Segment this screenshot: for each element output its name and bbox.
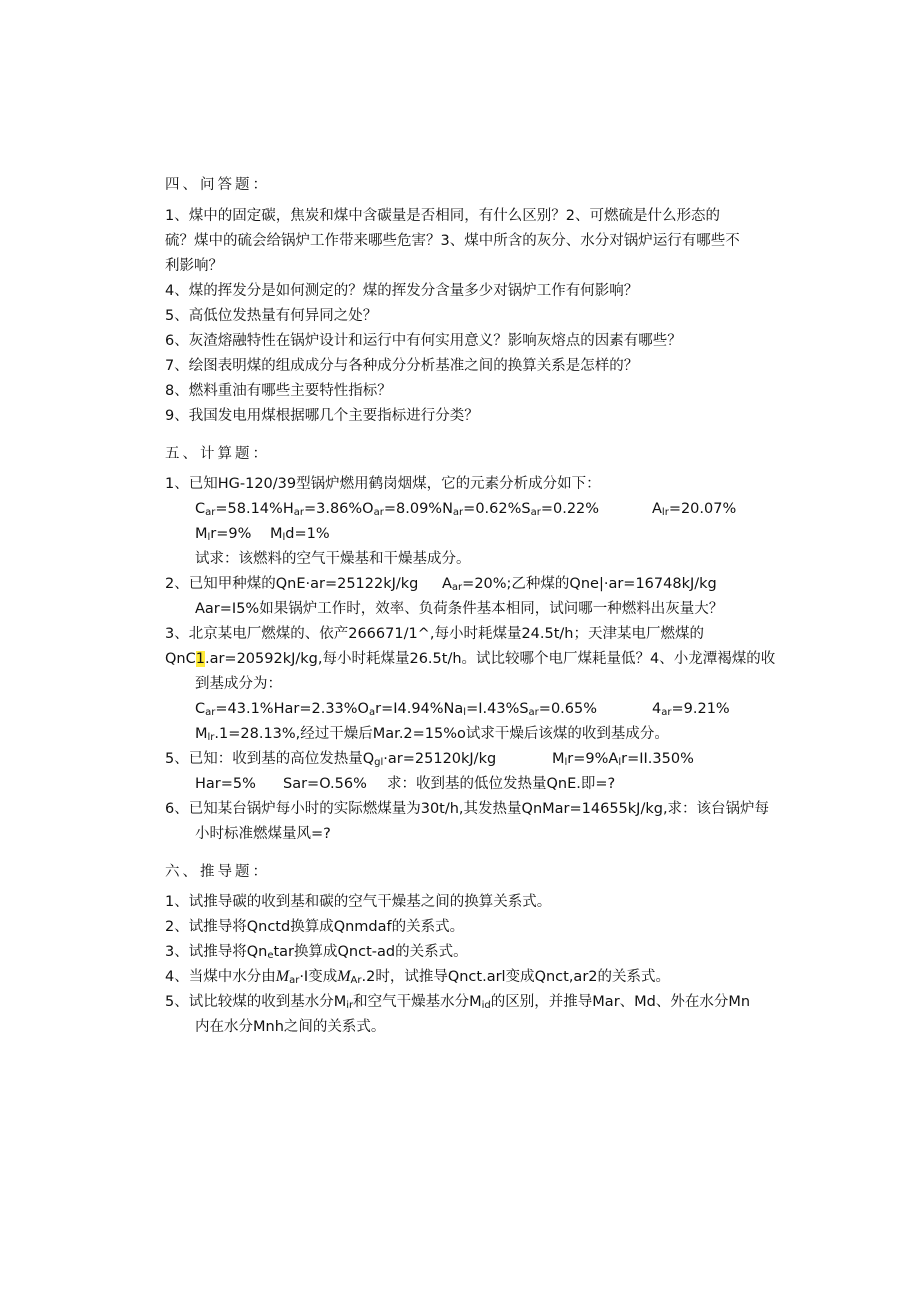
s6-q5-b: 内在水分Mnh之间的关系式。 — [195, 1019, 386, 1035]
s4-q8: 8、燃料重油有哪些主要特性指标？ — [165, 383, 392, 399]
text: =3.86%O — [303, 501, 374, 517]
text: C — [195, 501, 206, 517]
text: =43.1%Har=2.33%O — [215, 701, 369, 717]
text: r=9%A — [567, 751, 619, 767]
subscript: e — [267, 950, 274, 961]
text: =0.65% — [538, 701, 598, 717]
s5-q2-a: 2、已知甲种煤的QnE·ar=25122kJ/kg — [165, 576, 419, 592]
s6-q5-a — [165, 992, 750, 1016]
s5-q1-ash — [652, 499, 736, 523]
subscript: id — [481, 1000, 491, 1011]
subscript: ar — [205, 707, 216, 718]
subscript: l — [564, 757, 568, 768]
s5-q5-c3: 求：收到基的低位发热量QnE.即=? — [387, 776, 616, 792]
s6-q1: 1、试推导碳的收到基和碳的空气干燥基之间的换算关系式。 — [165, 894, 552, 910]
text: QnC — [165, 651, 196, 667]
text: =I.43%S — [466, 701, 529, 717]
subscript: Ar — [350, 975, 362, 986]
text: 和空气干燥基水分M — [353, 994, 482, 1010]
s5-q1: 1、已知HG-120/39型锅炉燃用鹤岗烟煤，它的元素分析成分如下： — [165, 476, 601, 492]
s5-q3-c: 到基成分为： — [195, 676, 282, 692]
subscript: ar — [451, 582, 463, 593]
s4-line-1: 1、煤中的固定碳，焦炭和煤中含碳量是否相同，有什么区别？2、可燃硫是什么形态的 — [165, 208, 720, 224]
text: =9.21% — [671, 701, 730, 717]
subscript: ar — [373, 507, 384, 518]
text: d=1% — [285, 526, 330, 542]
s4-q7: 7、绘图表明煤的组成成分与各种成分分析基准之间的换算关系是怎样的？ — [165, 358, 639, 374]
text: M — [552, 751, 565, 767]
subscript: lr — [661, 507, 669, 518]
s5-q5-c2: Sar=O.56% — [283, 776, 367, 792]
s4-q5: 5、高低位发热量有何异同之处？ — [165, 308, 378, 324]
subscript: l — [282, 532, 286, 543]
text: .1=28.13%,经过干燥后Mar.2=15%o试求干燥后该煤的收到基成分。 — [214, 726, 669, 742]
subscript: ar — [452, 507, 464, 518]
subscript: ar — [530, 507, 541, 518]
s5-q4-composition — [195, 699, 597, 723]
s5-q6-b: 小时标准燃煤量风=? — [195, 826, 331, 842]
s4-q9: 9、我国发电用煤根据哪几个主要指标进行分类？ — [165, 408, 479, 424]
text: C — [195, 701, 206, 717]
subscript: ar — [293, 507, 304, 518]
text: =20.07% — [668, 501, 737, 517]
section-6-title: 六、推导题： — [165, 864, 270, 880]
text: 4 — [652, 701, 662, 717]
subscript: l — [207, 532, 211, 543]
text: .2时，试推导Qnct.arl变成Qnct,ar2的关系式。 — [361, 969, 671, 985]
s4-q4: 4、煤的挥发分是如何测定的？煤的挥发分含量多少对锅炉工作有何影响？ — [165, 283, 639, 299]
s5-q6-a: 6、已知某台锅炉每小时的实际燃煤量为30t/h,其发热量QnMar=14655kJ/kg,求：该台锅炉每 — [165, 801, 770, 817]
s6-q4 — [165, 967, 670, 991]
italic-symbol: M — [337, 968, 351, 985]
subscript: gl — [374, 757, 384, 768]
s5-q1-moisture — [195, 524, 251, 548]
subscript: ir — [346, 1000, 354, 1011]
text: r=9% — [210, 526, 252, 542]
s6-q2: 2、试推导将Qnctd换算成Qnmdaf的关系式。 — [165, 919, 465, 935]
text: 5、已知：收到基的高位发热量Q — [165, 751, 375, 767]
s4-q6: 6、灰渣熔融特性在锅炉设计和运行中有何实用意义？影响灰熔点的因素有哪些？ — [165, 333, 682, 349]
s5-q3-b — [165, 649, 775, 669]
s5-q1-moisture-d — [270, 524, 330, 548]
text: ·ar=25120kJ/kg — [383, 751, 497, 767]
text: r=I4.94%Na — [375, 701, 464, 717]
text: 3、试推导将Qn — [165, 944, 268, 960]
subscript: l — [463, 707, 467, 718]
subscript: ar — [289, 975, 300, 986]
subscript: ar — [528, 707, 539, 718]
text: =0.62%S — [463, 501, 531, 517]
text: r=II.350% — [621, 751, 694, 767]
subscript: lr — [207, 732, 215, 743]
subscript: l — [618, 757, 622, 768]
s5-q2-b — [442, 574, 717, 598]
section-5-title: 五、计算题： — [165, 446, 270, 462]
s5-q3-a: 3、北京某电厂燃煤的、依产266671/1^,每小时耗煤量24.5t/h；天津某电厂燃煤的 — [165, 626, 704, 642]
text: =8.09%N — [383, 501, 453, 517]
s5-q5-b — [552, 749, 694, 773]
text: A — [652, 501, 662, 517]
text: 4、当煤中水分由 — [165, 969, 276, 985]
text: =20%;乙种煤的Qne|·ar=16748kJ/kg — [462, 576, 717, 592]
italic-symbol: M — [275, 968, 290, 985]
section-4-title: 四、问答题： — [165, 177, 270, 193]
s5-q5-a — [165, 749, 496, 773]
text: M — [270, 526, 283, 542]
text: =58.14%H — [215, 501, 294, 517]
subscript: a — [368, 707, 376, 718]
s5-q1-ask: 试求：该燃料的空气干燥基和干燥基成分。 — [195, 551, 471, 567]
text: M — [195, 726, 208, 742]
s5-q4-ash — [652, 699, 730, 723]
text: 的区别，并推导Mar、Md、外在水分Mn — [490, 994, 751, 1010]
s5-q5-c1: Har=5% — [195, 776, 256, 792]
subscript: ar — [205, 507, 216, 518]
text: tar换算成Qnct-ad的关系式。 — [273, 944, 468, 960]
s4-line-3: 利影响？ — [165, 258, 223, 274]
s6-q3 — [165, 942, 468, 966]
s5-q4-moisture — [195, 724, 669, 748]
highlight-mark: 1 — [195, 651, 205, 667]
s5-q1-composition — [195, 499, 599, 523]
text: =0.22% — [540, 501, 600, 517]
s5-q2-c: Aar=I5%如果锅炉工作时，效率、负荷条件基本相同，试问哪一种燃料出灰量大？ — [195, 601, 724, 617]
text: M — [195, 526, 208, 542]
s4-line-2: 硫？煤中的硫会给锅炉工作带来哪些危害？3、煤中所含的灰分、水分对锅炉运行有哪些不 — [165, 233, 740, 249]
text: .ar=20592kJ/kg,每小时耗煤量26.5t/h。试比较哪个电厂煤耗量低？4、小龙潭褐煤的收 — [204, 651, 776, 667]
text: 5、试比较煤的收到基水分M — [165, 994, 347, 1010]
text: ·I变成 — [299, 969, 338, 985]
text: A — [442, 576, 452, 592]
subscript: ar — [661, 707, 672, 718]
